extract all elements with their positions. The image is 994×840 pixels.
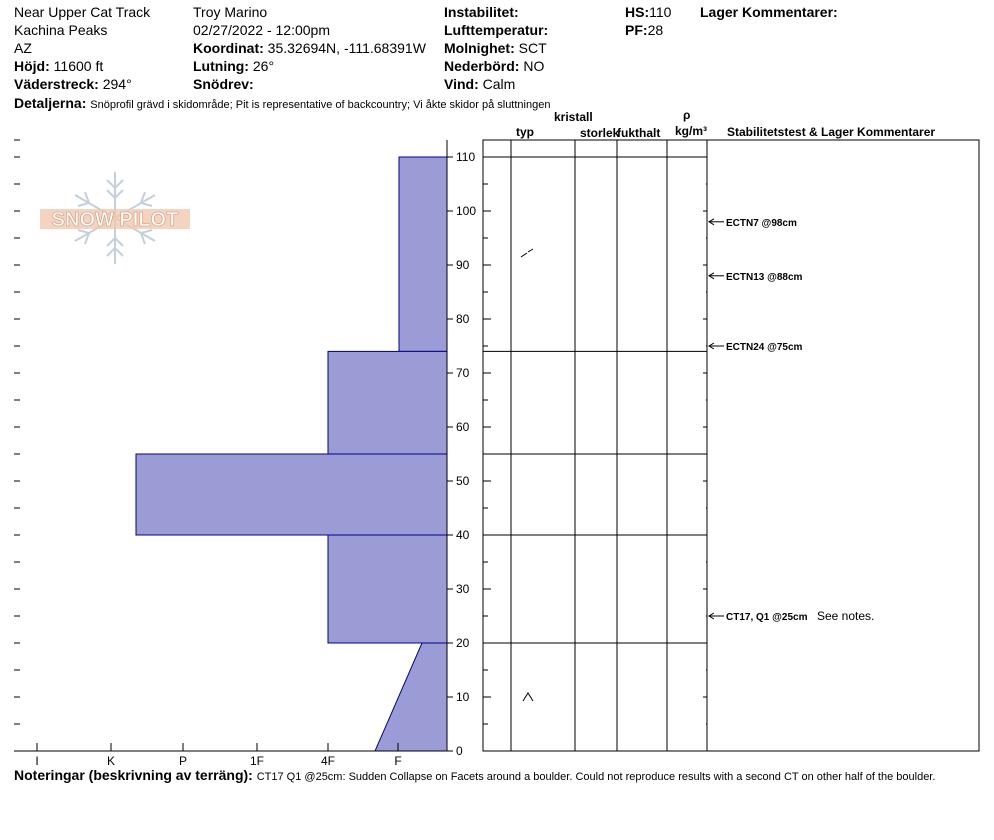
profile-layer-2	[136, 454, 447, 535]
hardness-label-K: K	[106, 754, 116, 768]
airtemp-label: Lufttemperatur:	[444, 22, 549, 38]
pf-label: PF:	[625, 22, 648, 38]
col-stability-header: Stabilitetstest & Lager Kommentarer	[727, 125, 936, 139]
hardness-ticks	[35, 743, 401, 768]
details-label: Detaljerna:	[14, 95, 87, 111]
depth-label-50: 50	[456, 474, 470, 488]
precip-value: NO	[523, 58, 545, 74]
snowpilot-logo-text: SNOW PILOT	[51, 209, 179, 231]
elevation-value: 11600 ft	[53, 58, 104, 74]
wind-value: Calm	[482, 76, 516, 92]
hs-value: 110	[649, 4, 672, 20]
depth-label-40: 40	[456, 528, 470, 542]
depth-label-100: 100	[456, 204, 477, 218]
depth-label-80: 80	[456, 312, 470, 326]
hardness-label-P: P	[178, 754, 188, 768]
test-label-3: CT17, Q1 @25cm	[726, 612, 808, 623]
depth-label-110: 110	[456, 150, 476, 164]
precip-label: Nederbörd:	[444, 58, 520, 74]
profile-layer-3	[328, 535, 447, 643]
profile-layer-4	[375, 643, 447, 751]
instability-label: Instabilitet:	[444, 4, 519, 20]
profile-layer-0	[399, 157, 447, 351]
depth-labels	[447, 150, 476, 758]
hardness-label-I: I	[35, 754, 39, 768]
coordinate-label: Koordinat:	[193, 40, 264, 56]
observer-name: Troy Marino	[193, 4, 268, 20]
test-label-2: ECTN24 @75cm	[726, 342, 803, 353]
depth-label-90: 90	[456, 258, 470, 272]
profile-layer-1	[328, 351, 447, 454]
slope-label: Lutning:	[193, 58, 249, 74]
col-density-header: kg/m³	[675, 124, 708, 138]
aspect-label: Väderstreck:	[14, 76, 99, 92]
layer-comments-label: Lager Kommentarer:	[700, 4, 838, 20]
hardness-profile	[136, 157, 447, 751]
col-crystal-header: kristall	[554, 110, 593, 124]
col-type-header: typ	[516, 125, 534, 139]
slope-value: 26°	[252, 58, 275, 74]
depth-label-60: 60	[456, 420, 470, 434]
depth-label-0: 0	[456, 744, 463, 758]
coordinate-value: 35.32694N, -111.68391W	[267, 40, 426, 56]
location-name: Near Upper Cat Track	[14, 4, 151, 20]
pf-value: 28	[647, 22, 664, 38]
aspect-value: 294°	[102, 76, 132, 92]
layer-table-frame	[483, 140, 979, 751]
notes-text: CT17 Q1 @25cm: Sudden Collapse on Facets around a boulder. Could not reproduce results with a second CT on other half of the boulder.	[256, 771, 936, 783]
decomposing-grain-icon	[521, 249, 533, 257]
left-edge-ticks	[14, 140, 20, 751]
observation-datetime: 02/27/2022 - 12:00pm	[193, 22, 330, 38]
hardness-label-4F: 4F	[320, 754, 336, 768]
hardness-label-1F: 1F	[249, 754, 265, 768]
depth-hoar-icon	[523, 693, 533, 701]
snowpilot-logo	[40, 209, 190, 231]
test-label-1: ECTN13 @88cm	[726, 271, 803, 283]
notes-row	[14, 767, 935, 784]
layer-boundaries	[483, 157, 707, 643]
test-label-0: ECTN7 @98cm	[726, 217, 797, 229]
wind-label: Vind:	[444, 76, 479, 92]
stability-tests	[709, 218, 874, 623]
state: AZ	[14, 40, 32, 56]
mountain-range: Kachina Peaks	[14, 22, 108, 38]
hs-label: HS:	[625, 4, 650, 20]
details-text: Snöprofil grävd i skidområde; Pit is representative of backcountry; Vi åkte skidor på sluttningen	[90, 99, 551, 111]
depth-label-10: 10	[456, 690, 470, 704]
col-size-header: storlek	[580, 126, 620, 140]
sky-value: SCT	[518, 40, 547, 56]
drift-label: Snödrev:	[193, 76, 254, 92]
depth-label-20: 20	[456, 636, 470, 650]
notes-label: Noteringar (beskrivning av terräng):	[14, 767, 253, 783]
sky-label: Molnighet:	[444, 40, 515, 56]
elevation-label: Höjd:	[14, 58, 50, 74]
depth-label-30: 30	[456, 582, 470, 596]
col-moisture-header: fukthalt	[617, 126, 661, 140]
test-note-3: See notes.	[817, 609, 875, 623]
depth-label-70: 70	[456, 366, 470, 380]
hardness-label-F: F	[394, 754, 402, 768]
col-rho-header: ρ	[683, 108, 691, 122]
